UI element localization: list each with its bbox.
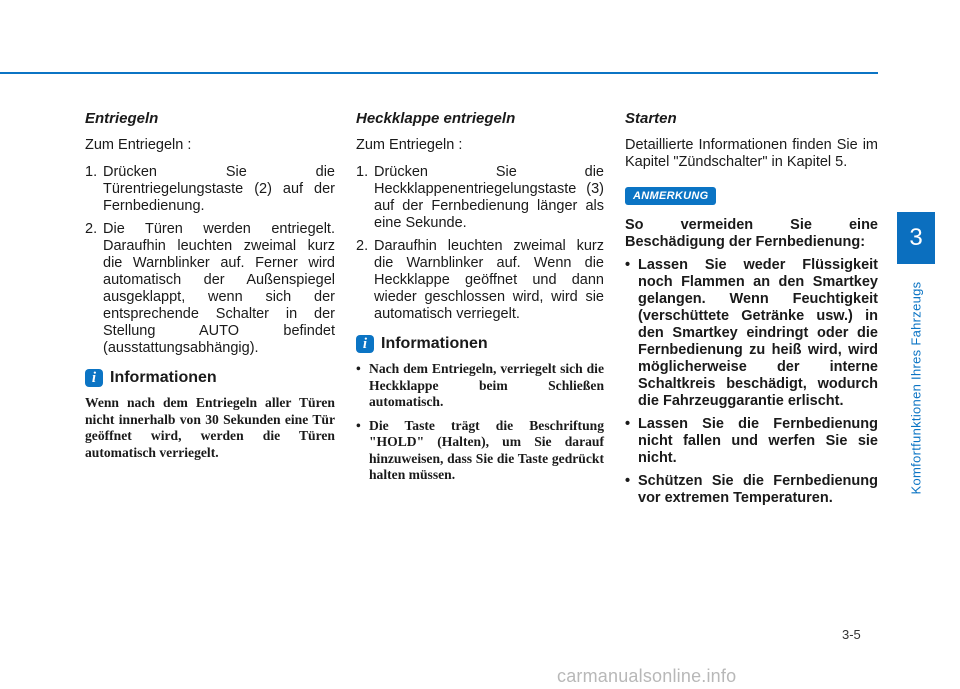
step-item <box>356 238 604 323</box>
info-title: Informationen <box>110 369 217 386</box>
section-title: Starten <box>625 110 677 127</box>
section-heckklappe <box>356 110 604 491</box>
note-bullet-text: Schützen Sie die Fernbedienung vor extremen Temperaturen. <box>638 473 878 506</box>
info-title: Informationen <box>381 335 488 352</box>
info-heading <box>356 335 604 353</box>
bullet-dot: • <box>356 417 361 433</box>
chapter-title: Komfortfunktionen Ihres Fahrzeugs <box>908 281 924 495</box>
chapter-number-tab: 3 <box>897 212 935 264</box>
bullet-dot: • <box>356 361 361 376</box>
info-bullet-text: Die Taste trägt die Beschriftung "HOLD" (Halten), um Sie darauf hinzuweisen, dass Sie die Taste gedrückt halten müssen. <box>369 417 604 482</box>
intro-text: Zum Entriegeln : <box>356 137 463 153</box>
note-badge: ANMERKUNG <box>625 187 716 205</box>
steps-list <box>85 164 335 357</box>
step-item <box>356 164 604 232</box>
section-title: Heckklappe entriegeln <box>356 110 516 127</box>
watermark-text[interactable]: carmanualsonline.info <box>557 666 737 686</box>
step-item <box>85 221 335 357</box>
info-bullet <box>356 361 604 411</box>
bullet-dot: • <box>625 257 631 273</box>
step-number: 1. <box>85 164 98 180</box>
note-bullet <box>625 257 878 410</box>
section-text: Detaillierte Informationen finden Sie im Kapitel "Zündschalter" in Kapitel 5. <box>625 137 878 170</box>
step-number: 2. <box>85 221 98 237</box>
note-bullet-list <box>625 257 878 507</box>
note-bullet-text: Lassen Sie weder Flüssigkeit noch Flammen an den Smartkey gelangen. Wenn Feuchtigkeit (verschüttete Getränke usw.) in den Smartkey eindringt oder die Fernbedienung zu heiß wird, wird möglicherweise der interne Schaltkreis beschädigt, wodurch die Fahrzeuggarantie erlischt. <box>638 257 878 409</box>
info-bullet <box>356 418 604 484</box>
note-title: So vermeiden Sie eine Beschädigung der Fernbedienung: <box>625 217 878 250</box>
page-number: 3-5 <box>842 627 861 642</box>
info-icon: i <box>85 369 103 387</box>
info-icon: i <box>356 335 374 353</box>
bullet-dot: • <box>625 473 631 489</box>
section-title: Entriegeln <box>85 110 159 127</box>
info-heading <box>85 369 335 387</box>
step-text: Drücken Sie die Heckklappenentriegelungstaste (3) auf der Fernbedienung länger als eine Sekunde. <box>374 164 604 231</box>
step-item <box>85 164 335 215</box>
top-rule <box>0 72 878 74</box>
intro-text: Zum Entriegeln : <box>85 137 192 153</box>
section-starten <box>625 110 878 513</box>
section-entriegeln <box>85 110 335 461</box>
step-text: Die Türen werden entriegelt. Daraufhin leuchten zweimal kurz die Warnblinker auf. Ferner wird automatisch der Außenspiegel ausgeklappt, wenn sich der entsprechende Schalter in der Stellung AUTO befindet (ausstattungsabhängig). <box>103 221 335 356</box>
step-text: Drücken Sie die Türentriegelungstaste (2) auf der Fernbedienung. <box>103 164 335 214</box>
info-text: Wenn nach dem Entriegeln aller Türen nicht innerhalb von 30 Sekunden eine Tür geöffnet wird, werden die Türen automatisch verriegelt. <box>85 395 335 460</box>
note-bullet <box>625 416 878 467</box>
steps-list <box>356 164 604 323</box>
step-text: Daraufhin leuchten zweimal kurz die Warnblinker auf. Wenn die Heckklappe geöffnet und dann wieder geschlossen wird, wird sie automatisch verriegelt. <box>374 238 604 322</box>
info-bullet-list <box>356 361 604 484</box>
bullet-dot: • <box>625 416 631 432</box>
note-bullet <box>625 473 878 507</box>
note-bullet-text: Lassen Sie die Fernbedienung nicht fallen und werfen Sie sie nicht. <box>638 416 878 466</box>
step-number: 1. <box>356 164 369 180</box>
info-bullet-text: Nach dem Entriegeln, verriegelt sich die Heckklappe beim Schließen automatisch. <box>369 361 604 409</box>
step-number: 2. <box>356 238 369 254</box>
